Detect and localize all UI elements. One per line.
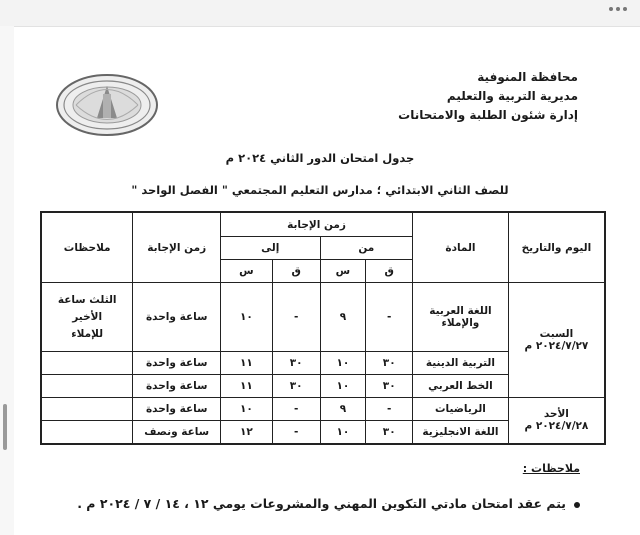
directorate-name: مديرية التربية والتعليم [446,89,578,103]
to-minute-cell: ٣٠ [272,352,320,375]
to-hour-cell: ١٠ [221,398,273,421]
governorate-name: محافظة المنوفية [477,70,578,84]
day-cell-saturday [508,283,605,398]
header-day: اليوم والتاريخ [508,212,605,283]
header-to-minute: ق [272,260,320,283]
day-name: السبت [539,328,574,340]
document-title: جدول امتحان الدور الثاني ٢٠٢٤ م [225,151,415,165]
from-hour-cell: ٩ [320,283,366,352]
issuer-header [398,68,578,125]
top-bar [0,0,640,27]
day-cell-sunday [508,398,605,444]
exam-schedule-table [40,211,606,445]
duration-cell: ساعة واحدة [133,398,221,421]
to-minute-cell: - [272,283,320,352]
header-notes: ملاحظات [41,212,133,283]
from-hour-cell: ١٠ [320,375,366,398]
from-hour-cell: ٩ [320,398,366,421]
notes-cell [41,421,133,444]
table-row [41,283,605,352]
day-date: ٢٠٢٤/٧/٢٧ م [524,340,589,352]
header-duration: زمن الإجابة [133,212,221,283]
notes-cell [41,352,133,375]
header-from-minute: ق [366,260,413,283]
subject-cell: اللغة الانجليزية [413,421,509,444]
header-from: من [320,237,413,260]
header-subject: المادة [413,212,509,283]
to-hour-cell: ١١ [221,352,273,375]
menu-dot-icon [616,7,620,11]
table-row [41,398,605,421]
subject-cell: اللغة العربية والإملاء [413,283,509,352]
to-hour-cell: ١٢ [221,421,273,444]
from-hour-cell: ١٠ [320,421,366,444]
from-minute-cell: - [366,283,413,352]
to-minute-cell: - [272,398,320,421]
subject-cell: التربية الدينية [413,352,509,375]
subject-cell: الخط العربي [413,375,509,398]
to-hour-cell: ١٠ [221,283,273,352]
bullet-note [77,496,580,511]
to-hour-cell: ١١ [221,375,273,398]
from-minute-cell: ٣٠ [366,421,413,444]
notes-cell [41,398,133,421]
duration-cell: ساعة واحدة [133,352,221,375]
to-minute-cell: - [272,421,320,444]
from-minute-cell: - [366,398,413,421]
scrollbar-thumb[interactable] [3,404,7,450]
from-minute-cell: ٣٠ [366,352,413,375]
subject-cell: الرياضيات [413,398,509,421]
left-edge [0,26,14,535]
header-to: إلى [221,237,321,260]
header-answer-time: زمن الإجابة [221,212,413,237]
duration-cell: ساعة واحدة [133,375,221,398]
document-subtitle: للصف الثاني الابتدائي ؛ مدارس التعليم المجتمعي " الفصل الواحد " [131,183,509,197]
from-hour-cell: ١٠ [320,352,366,375]
duration-cell: ساعة واحدة [133,283,221,352]
from-minute-cell: ٣٠ [366,375,413,398]
day-name: الأحد [543,408,569,421]
menu-dot-icon [623,7,627,11]
to-minute-cell: ٣٠ [272,375,320,398]
bullet-icon [574,502,580,508]
notes-cell [41,375,133,398]
header-to-hour: س [221,260,273,283]
department-name: إدارة شئون الطلبة والامتحانات [398,108,578,122]
notes-cell: الثلث ساعة الأخير للإملاء [41,283,133,352]
bullet-note-text: يتم عقد امتحان مادتي التكوين المهني والمشروعات يومي ١٢ ، ١٤ / ٧ / ٢٠٢٤ م . [77,496,566,511]
ministry-seal-icon [54,72,160,138]
header-from-hour: س [320,260,366,283]
notes-label: ملاحظات : [522,462,580,475]
duration-cell: ساعة ونصف [133,421,221,444]
day-date: ٢٠٢٤/٧/٢٨ م [524,420,589,433]
menu-dot-icon [609,7,613,11]
